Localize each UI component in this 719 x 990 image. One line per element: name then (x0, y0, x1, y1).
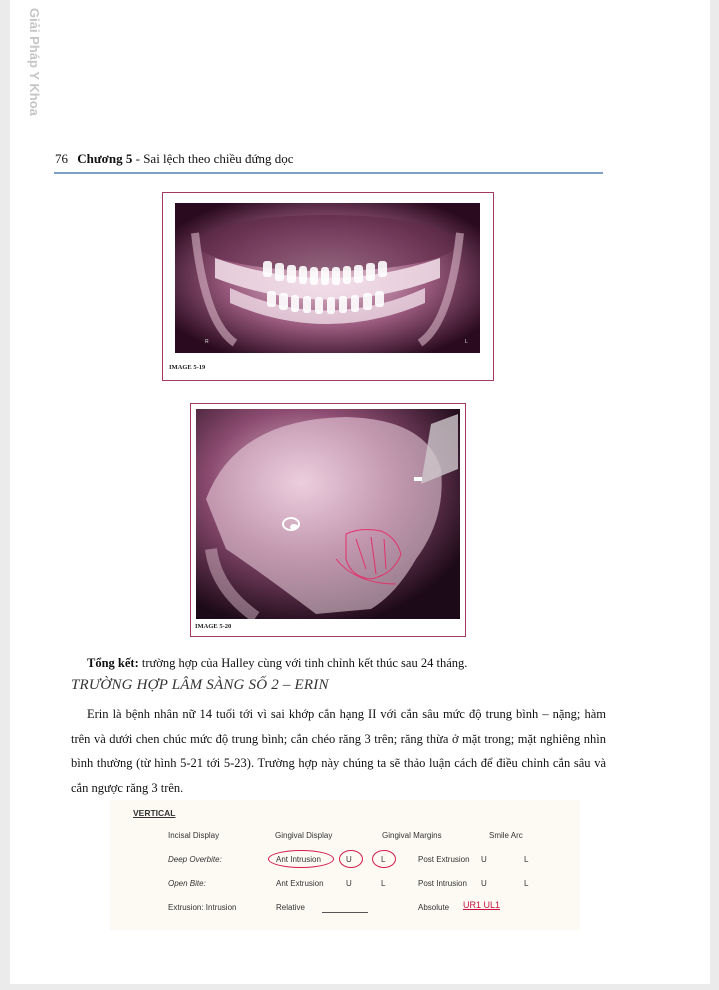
option-post-lower: L (524, 879, 529, 888)
option-absolute: Absolute (418, 903, 450, 912)
option-post-upper: U (481, 855, 487, 864)
document-page (10, 0, 710, 984)
header-gingival-margins: Gingival Margins (382, 831, 442, 840)
marker-r: R (205, 339, 209, 345)
summary-line (87, 656, 467, 671)
figure-caption: IMAGE 5-19 (169, 364, 206, 371)
row-deep-overbite-label: Deep Overbite: (168, 855, 222, 864)
watermark-text: Giải Pháp Y Khoa (27, 8, 42, 116)
chapter-label: Chương 5 (77, 151, 133, 166)
figure-panoramic-xray (162, 192, 494, 381)
ceph-xray-image (196, 409, 460, 619)
page-number: 76 (55, 151, 68, 166)
header-smile-arc: Smile Arc (489, 831, 523, 840)
option-post-intrusion: Post Intrusion (418, 879, 467, 888)
figure-caption: IMAGE 5-20 (195, 623, 232, 630)
case-title: TRƯỜNG HỢP LÂM SÀNG SỐ 2 – ERIN (71, 677, 329, 693)
case-paragraph: Erin là bệnh nhân nữ 14 tuổi tới vì sai khớp cắn hạng II với cắn sâu mức độ trung bình – nặng; hàm trên và dưới chen chúc mức độ trung bình; cắn chéo răng 3 trên; răng thừa ở mặt trong; mặt nghiêng nhìn bình thường (từ hình 5-21 tới 5-23). Trường hợp này chúng ta sẽ thảo luận cách để điều chỉnh cắn sâu và cắn ngược răng 3 trên. (71, 707, 606, 795)
form-title: VERTICAL (133, 808, 176, 818)
option-lower: L (381, 855, 386, 864)
option-ant-intrusion: Ant Intrusion (276, 855, 321, 864)
option-upper: U (346, 855, 352, 864)
watermark (24, 8, 44, 118)
panoramic-xray-image (175, 203, 480, 353)
relative-blank-line (322, 912, 368, 913)
row-extrusion-intrusion-label: Extrusion: Intrusion (168, 903, 237, 912)
option-ant-extrusion: Ant Extrusion (276, 879, 324, 888)
chapter-title: - Sai lệch theo chiều đứng dọc (132, 151, 294, 166)
page-header (55, 151, 294, 167)
summary-label: Tổng kết: (87, 656, 139, 670)
row-open-bite-label: Open Bite: (168, 879, 206, 888)
summary-text: trường hợp của Halley cùng với tinh chỉnh kết thúc sau 24 tháng. (138, 656, 468, 670)
marker-l: L (465, 339, 468, 345)
option-post-lower: L (524, 855, 529, 864)
option-lower: L (381, 879, 386, 888)
header-rule (54, 172, 603, 174)
header-incisal-display: Incisal Display (168, 831, 220, 840)
option-post-extrusion: Post Extrusion (418, 855, 470, 864)
option-upper: U (346, 879, 352, 888)
absolute-handwritten-value: UR1 UL1 (463, 900, 501, 910)
option-relative: Relative (276, 903, 305, 912)
figure-ceph-xray (190, 403, 466, 637)
vertical-form (110, 800, 580, 930)
ceph-xray-graphic (196, 409, 460, 619)
panoramic-xray-graphic (175, 203, 480, 353)
header-gingival-display: Gingival Display (275, 831, 333, 840)
option-post-upper: U (481, 879, 487, 888)
